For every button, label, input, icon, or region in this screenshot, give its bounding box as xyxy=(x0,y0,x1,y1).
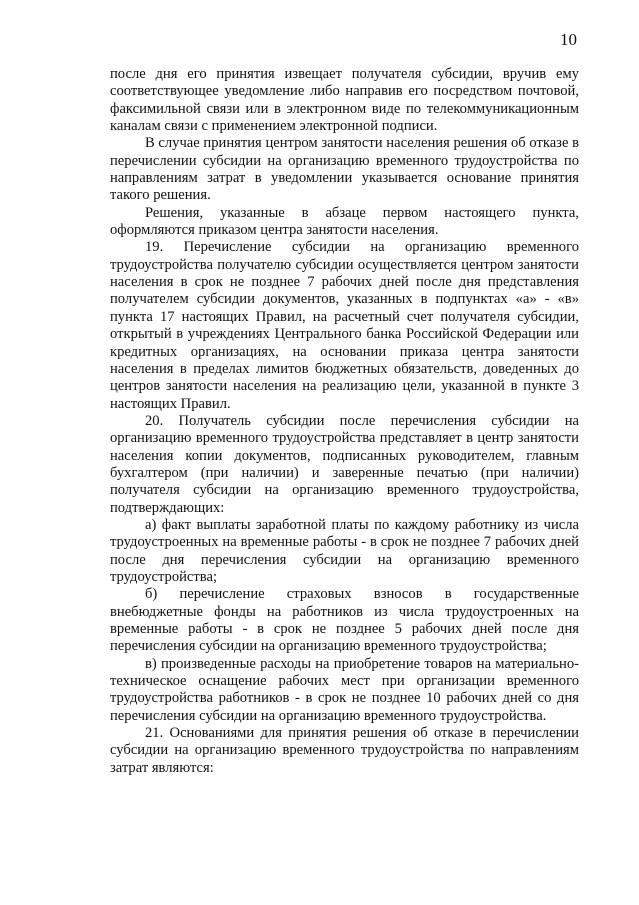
page-number: 10 xyxy=(560,30,577,49)
paragraph-item-20: 20. Получатель субсидии после перечисления субсидии на организацию временного трудоустройства представляет в центр занятости населения копии документов, подписанных руководителем, главным бухгалтером (при наличии) и заверенные печатью (при наличии) получателя субсидии на организацию временного трудоустройства, подтверждающих: xyxy=(110,412,579,516)
paragraph-refusal-notice: В случае принятия центром занятости населения решения об отказе в перечислении субсидии на организацию временного трудоустройства по направлениям затрат в уведомлении указывается основание принятия такого решения. xyxy=(110,135,579,204)
paragraph-item-21: 21. Основаниями для принятия решения об отказе в перечислении субсидии на организацию временного трудоустройства по направлениям затрат являются: xyxy=(110,725,579,776)
document-body xyxy=(110,66,579,777)
paragraph-continuation: после дня его принятия извещает получателя субсидии, вручив ему соответствующее уведомление либо направив его посредством почтовой, факсимильной связи или в электронном виде по телекоммуникационным каналам связи с применением электронной подписи. xyxy=(110,66,579,135)
paragraph-subitem-b: б) перечисление страховых взносов в государственные внебюджетные фонды на работников из числа трудоустроенных на временные работы - в срок не позднее 5 рабочих дней после дня перечисления субсидии на организацию временного трудоустройства; xyxy=(110,586,579,655)
paragraph-decisions-order: Решения, указанные в абзаце первом настоящего пункта, оформляются приказом центра занятости населения. xyxy=(110,204,579,239)
paragraph-subitem-v: в) произведенные расходы на приобретение товаров на материально-техническое оснащение рабочих мест при организации временного трудоустройства работников - в срок не позднее 10 рабочих дней со дня перечисления субсидии на организацию временного трудоустройства. xyxy=(110,655,579,724)
paragraph-subitem-a: а) факт выплаты заработной платы по каждому работнику из числа трудоустроенных на временные работы - в срок не позднее 7 рабочих дней после дня перечисления субсидии на организацию временного трудоустройства; xyxy=(110,516,579,585)
paragraph-item-19: 19. Перечисление субсидии на организацию временного трудоустройства получателю субсидии осуществляется центром занятости населения в срок не позднее 7 рабочих дней после дня представления получателем субсидии документов, указанных в подпунктах «а» - «в» пункта 17 настоящих Правил, на расчетный счет получателя субсидии, открытый в учреждениях Центрального банка Российской Федерации или кредитных организациях, на основании приказа центра занятости населения в пределах лимитов бюджетных обязательств, доведенных до центров занятости населения на реализацию цели, указанной в пункте 3 настоящих Правил. xyxy=(110,239,579,412)
